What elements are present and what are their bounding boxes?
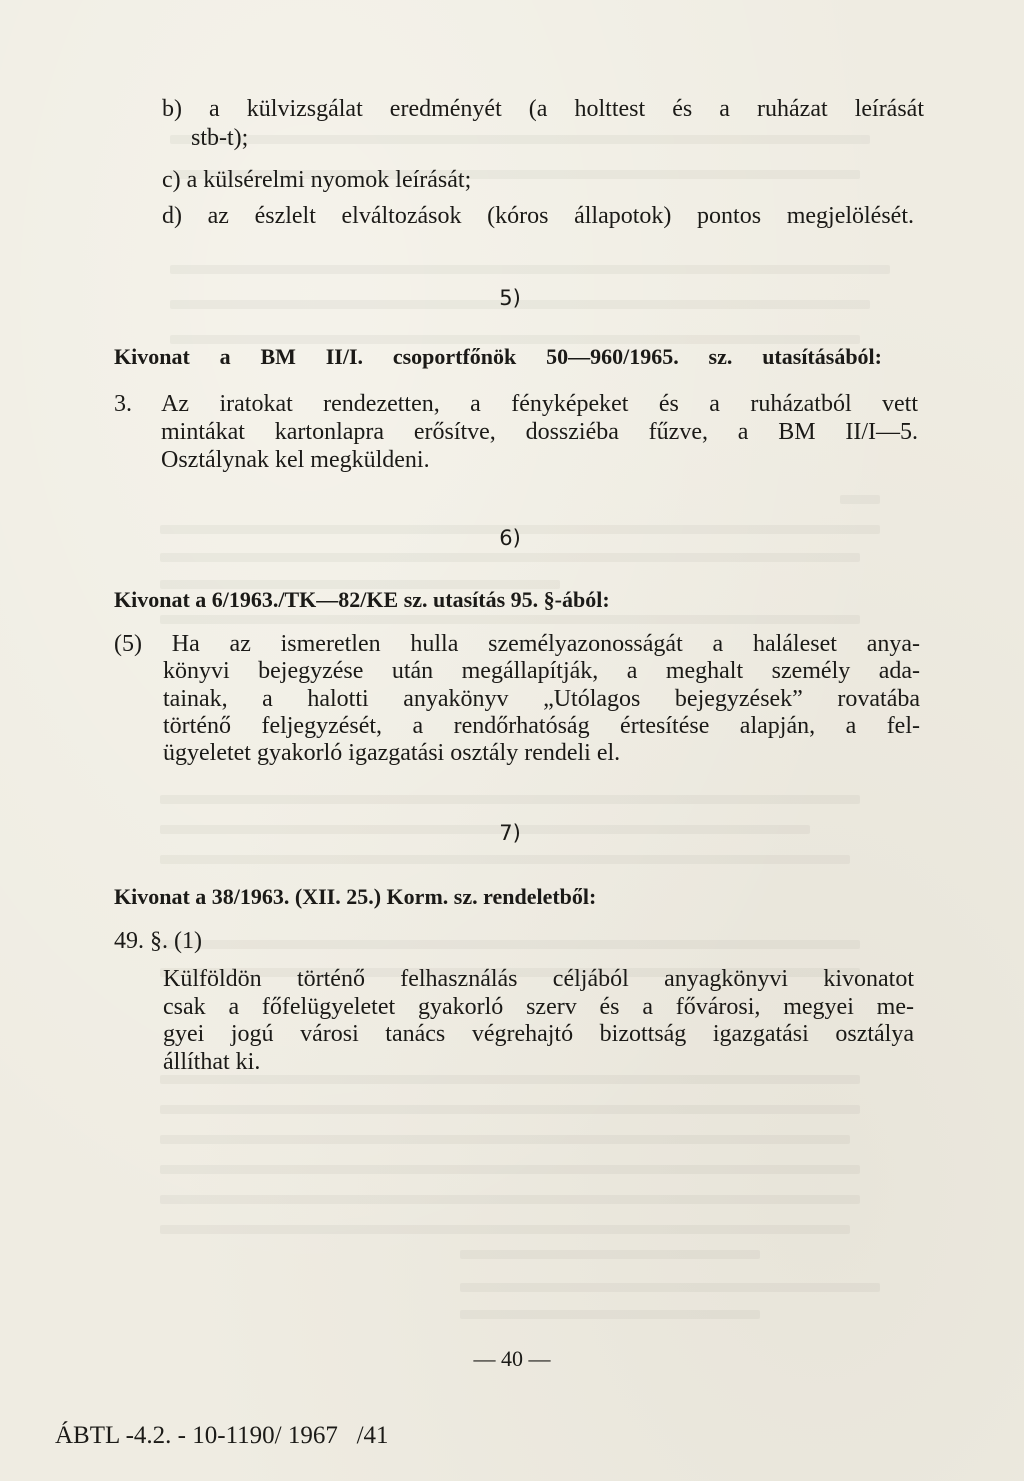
item-b-line1: b) a külvizsgálat eredményét (a holttest és a ruházat leírását — [162, 96, 924, 122]
section-7-line-3: gyei jogú városi tanács végrehajtó bizottság igazgatási osztálya — [163, 1021, 914, 1047]
section-6-line-2: könyvi bejegyzése után megállapítják, a meghalt személy ada- — [163, 658, 920, 684]
section-7-line-1: Külföldön történő felhasználás céljából anyagkönyvi kivonatot — [163, 966, 914, 992]
section-6-line-4: történő feljegyzését, a rendőrhatóság értesítése alapján, a fel- — [163, 713, 920, 739]
section-6-line-1: (5) Ha az ismeretlen hulla személyazonosságát a haláleset anya- — [114, 631, 920, 657]
item-c: c) a külsérelmi nyomok leírását; — [162, 167, 472, 193]
section-6-line-3: tainak, a halotti anyakönyv „Utólagos bejegyzések” rovatába — [163, 686, 920, 712]
page-number: — 40 — — [473, 1346, 551, 1371]
section-7-line-4: állíthat ki. — [163, 1049, 261, 1075]
section-5-line-3: Osztálynak kel megküldeni. — [161, 447, 430, 473]
section-7-number: 7) — [499, 821, 521, 845]
section-5-number: 5) — [499, 286, 521, 310]
section-5-heading: Kivonat a BM II/I. csoportfőnök 50—960/1965. sz. utasításából: — [114, 344, 882, 369]
section-5-line-2: mintákat kartonlapra erősítve, dossziéba fűzve, a BM II/I—5. — [161, 419, 918, 445]
item-d: d) az észlelt elváltozások (kóros állapotok) pontos megjelölését. — [162, 203, 914, 229]
section-7-heading: Kivonat a 38/1963. (XII. 25.) Korm. sz. rendeletből: — [114, 884, 597, 909]
section-7-clause: 49. §. (1) — [114, 928, 202, 954]
section-7-line-2: csak a főfelügyeletet gyakorló szerv és a fővárosi, megyei me- — [163, 994, 914, 1020]
section-6-heading: Kivonat a 6/1963./TK—82/KE sz. utasítás 95. §-ából: — [114, 587, 610, 612]
section-6-line-5: ügyeletet gyakorló igazgatási osztály rendeli el. — [163, 740, 621, 766]
section-6-number: 6) — [499, 526, 521, 550]
item-b-line2: stb-t); — [191, 125, 249, 151]
section-5-line-1: 3. Az iratokat rendezetten, a fényképeket és a ruházatból vett — [114, 391, 918, 417]
archive-reference: ÁBTL -4.2. - 10-1190/ 1967 /41 — [55, 1422, 389, 1449]
